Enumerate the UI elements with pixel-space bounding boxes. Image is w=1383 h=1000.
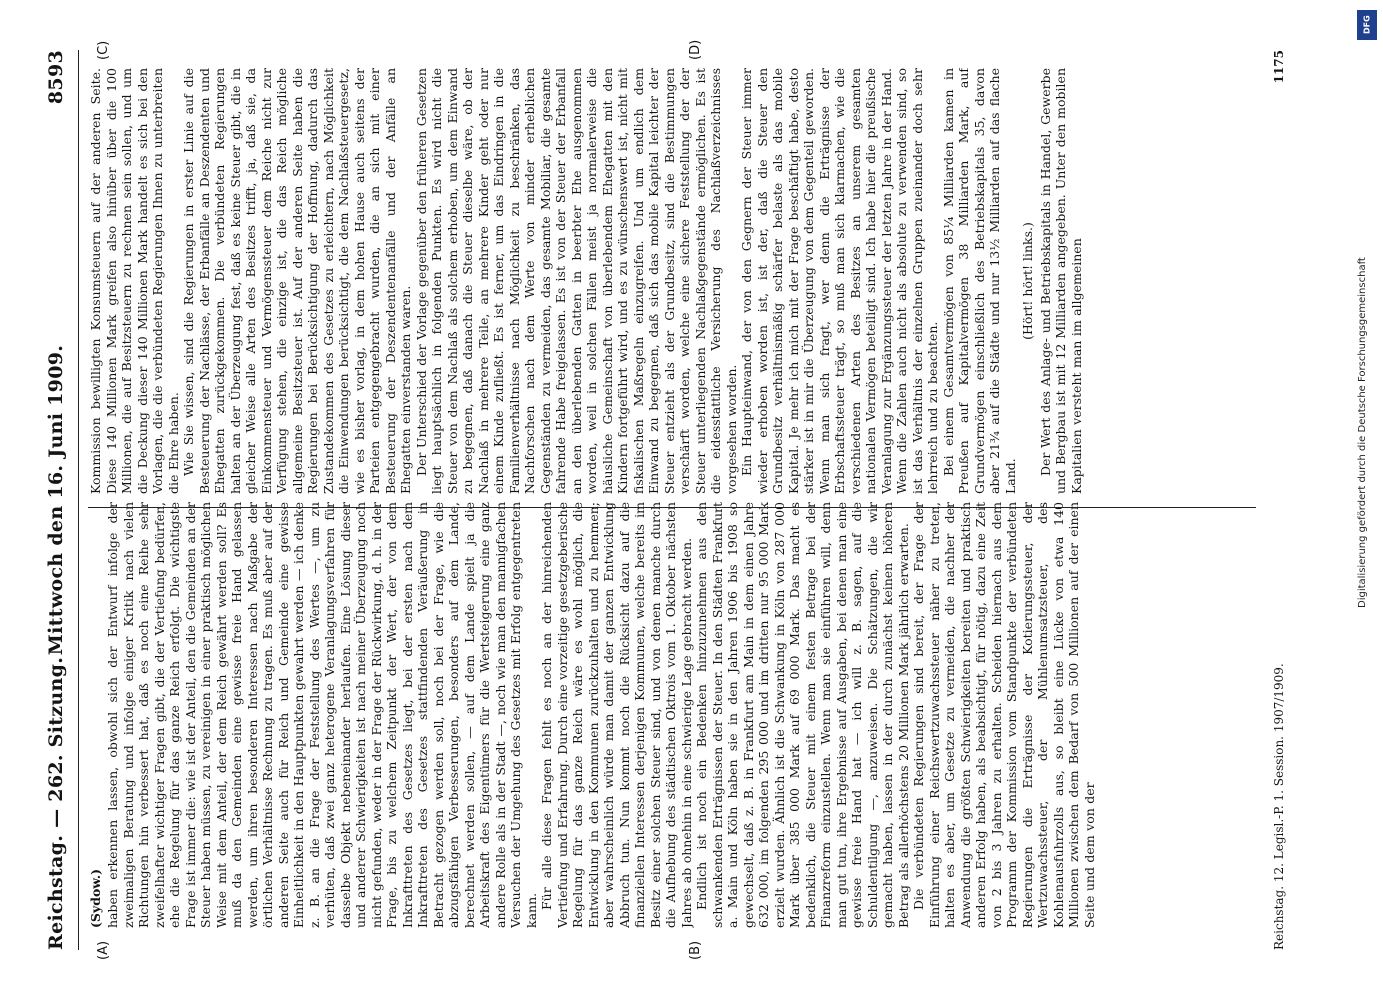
paragraph: Kommission bewilligten Konsumsteuern auf der anderen Seite. Diese 140 Millionen Mark greifen also hinüber über die 100 Millionen, die auf Besitzsteuern zu rechnen sein sollen, und um die Deckung dieser 140 Millionen Mark handelt es sich bei den Vorlagen, die die verbündeten Regierungen Ihnen zu unterbreiten die Ehre haben. <box>88 68 181 494</box>
paragraph: Die verbündeten Regierungen sind bereit, der Frage der Einführung einer Reichswertzuwachssteuer näher zu treten, halten es aber, um Gesetze zu vermeiden, die nachher der Anwendung die größten Schwierigkeiten bereiten und praktisch anderen Erfolg haben, als beabsichtigt, für nötig, dazu eine Zeit von 2 bis 3 Jahren zu erhalten. Scheiden hiernach aus dem Programm der Kommission vom Standpunkte der verbündeten Regierungen die Erträgnisse der Kotierungssteuer, der Wertzuwachssteuer, der Mühlenumsatzsteuer, des Kohlenausfuhrzolls aus, so bleibt eine Lücke von etwa 140 Millionen zwischen dem Bedarf von 500 Millionen auf der einen Seite und dem von der <box>911 502 1097 928</box>
paragraph: Der Unterschied der Vorlage gegenüber den früheren Gesetzen liegt hauptsächlich in folgenden Punkten. Es wird nicht die Steuer von dem Nachlaß als solchem erhoben, um dem Einwand zu begegnen, daß danach die Steuer dieselbe wäre, ob der Nachlaß in mehrere Teile, an mehrere Kinder geht oder nur einem Kinde zufließt. Es ist ferner, um das Eindringen in die Familienverhältnisse nach Möglichkeit zu beschränken, das Nachforschen nach dem Werte von minder erheblichen Gegenständen zu vermeiden, das gesamte Mobiliar, die gesamte fahrende Habe freigelassen. Es ist von der Steuer der Erbanfall an den überlebenden Gatten in beerbter Ehe ausgenommen worden, weil in solchen Fällen meist ja normalerweise die häusliche Gemeinschaft von überlebendem Ehegatten mit den Kindern fortgeführt wird, und es zu wünschenswert ist, nicht mit fiskalischen Maßregeln einzugreifen. Und um endlich dem Einwand zu begegnen, daß sich das mobile Kapital leichter der Steuer entzieht als der Grundbesitz, sind die Bestimmungen verschärft worden, welche eine sichere Feststellung der der Steuer unterliegenden Nachlaßgegenstände ermöglichen. Es ist die eidesstattliche Versicherung des Nachlaßverzeichnisses vorgesehen worden. <box>413 68 739 494</box>
page-footer <box>1272 50 1294 950</box>
paragraph: Ein Haupteinwand, der von den Gegnern der Steuer immer wieder erhoben worden ist, ist der, daß die Steuer den Grundbesitz verhältnismäßig schärfer belaste als das mobile Kapital. Je mehr ich mich mit der Frage beschäftigt habe, desto stärker ist in mir die Überzeugung von dem Gegenteil geworden. Wenn man sich fragt, wer denn die Erträgnisse der Erbschaftssteuer trägt, so muß man sich klarmachen, wie die verschiedenen Arten des Besitzes an unserem gesamten nationalen Vermögen beteiligt sind. Ich habe hier die preußische Veranlagung zur Ergänzungssteuer der letzten Jahre in der Hand. Wenn die Zahlen auch nicht als absolute zu verwenden sind, so ist das Verhältnis der einzelnen Gruppen zueinander doch sehr lehrreich und zu beachten. <box>739 68 940 494</box>
margin-mark-c: (C) <box>96 40 111 60</box>
footer-legislature: Reichstag. 12. Legisl.-P. 1. Session. 1907/1909. <box>1272 663 1286 950</box>
footer-sheet-number: 1175 <box>1272 50 1286 84</box>
digitization-credit: Digitalisierung gefördert durch die Deutsche Forschungsgemeinschaft <box>1357 257 1368 608</box>
margin-mark-d: (D) <box>688 39 703 60</box>
paragraph: Wie Sie wissen, sind die Regierungen in erster Linie auf die Besteuerung der Nachlässe, der Erbanfälle an Deszendenten und Ehegatten zurückgekommen. Die verbündeten Regierungen halten an der Überzeugung fest, daß es keine Steuer gibt, die in gleicher Weise alle Arten des Besitzes trifft, ja, daß sie, da Einkommensteuer und Vermögenssteuer dem Reiche nicht zur Verfügung stehen, die einzige ist, die das Reich mögliche allgemeine Besitzsteuer ist. Auf der anderen Seite haben die Regierungen bei Berücksichtigung der Hoffnung, dadurch das Zustandekommen des Gesetzes zu erleichtern, nach Möglichkeit die Einwendungen berücksichtigt, die dem Nachlaßsteuergesetz, wie es bisher vorlag, in dem hohen Hause auch seitens der Parteien entgegengebracht wurden, die an sich mit einer Besteuerung der Deszendentenanfälle und der Anfälle an Ehegatten einverstanden waren. <box>181 68 413 494</box>
right-column <box>88 68 1258 494</box>
interjection: (Hört! hört! links.) <box>1020 222 1035 340</box>
paragraph: Der Wert des Anlage- und Betriebskapitals in Handel, Gewerbe und Bergbau ist mit 12 Milliarden angegeben. Unter den mobilen Kapitalien versteht man im allgemeinen <box>1037 68 1084 494</box>
paragraph: Bei einem Gesamtvermögen von 85¼ Milliarden kamen in Preußen auf Kapitalvermögen 38 Milliarden Mark, auf Grundvermögen einschließlich des Betriebskapitals 35, davon aber 21¾ auf die Städte und nur 13½ Milliarden auf das flache Land. <box>940 68 1018 494</box>
header-rule <box>78 50 79 950</box>
paragraph: haben erkennen lassen, obwohl sich der Entwurf infolge der zweimaligen Beratung und infolge einiger Kritik nach vielen Richtungen hin verbessert hat, daß es noch eine Reihe sehr zweifelhafter wichtiger Fragen gibt, die der Vertiefung bedürfen, ehe die Regelung für das ganze Reich erfolgt. Die wichtigste Frage ist immer die: wie ist der Anteil, den die Gemeinden an der Steuer haben müssen, zu vereinigen in einer praktisch möglichen Weise mit dem Anteil, der dem Reich gewährt werden soll? Es muß da den Gemeinden eine gewisse freie Hand gelassen werden, um ihren besonderen Interessen nach Maßgabe der örtlichen Verhältnisse Rechnung zu tragen. Es muß aber auf der anderen Seite auch für Reich und Gemeinde eine gewisse Einheitlichkeit in den Hauptpunkten gewahrt werden — ich denke z. B. an die Frage der Feststellung des Wertes —, um zu verhüten, daß zwei ganz heterogene Veranlagungsverfahren für dasselbe Objekt nebeneinander herlaufen. Eine Lösung dieser und anderer Schwierigkeiten ist nach meiner Überzeugung noch nicht gefunden, weder in der Frage der Rückwirkung, d. h. in der Frage, bis zu welchem Zeitpunkt der Wert, der von dem Inkrafttreten des Gesetzes liegt, bei der ersten nach dem Inkrafttreten des Gesetzes stattfindenden Veräußerung in Betracht gezogen werden soll, noch bei der Frage, wie die abzugsfähigen Verbesserungen, besonders auf dem Lande, berechnet werden sollen, — auf dem Lande spielt ja die Arbeitskraft des Eigentümers für die Wertsteigerung eine ganz andere Rolle als in der Stadt —, noch wie man den mannigfachen Versuchen der Umgehung des Gesetzes mit Erfolg entgegentreten kann. <box>105 502 539 928</box>
speaker-name: (Sydow.) <box>88 868 103 928</box>
paragraph: Endlich ist noch ein Bedenken hinzuzunehmen aus den schwankenden Erträgnissen der Steuer. In den Städten Frankfurt a. Main und Köln haben sie in den Jahren 1906 bis 1908 so gewechselt, daß z. B. in Frankfurt am Main in dem einen Jahre 632 000, im folgenden 295 000 und im dritten nur 95 000 Mark erzielt wurden. Ähnlich ist die Schwankung in Köln von 287 000 Mark über 385 000 Mark auf 69 000 Mark. Das macht es bedenklich, die Steuer mit einem festen Betrage bei der Finanzreform einzustellen. Wenn man sie einführen will, denn man gut tun, ihre Ergebnisse auf Ausgaben, bei denen man eine gewisse freie Hand hat — ich will z. B. sagen, auf die Schuldentilgung —, anzuweisen. Die Schätzungen, die wir gemacht haben, lassen in der durch zunächst keinen höheren Betrag als allerhöchstens 20 Millionen Mark jährlich erwarten. <box>694 502 911 928</box>
header-session: Reichstag. — 262. Sitzung. <box>45 656 67 950</box>
header-date: Mittwoch den 16. Juni 1909. <box>45 344 67 656</box>
left-column <box>88 502 1258 928</box>
dfg-logo: DFG <box>1357 10 1377 40</box>
paragraph: Für alle diese Fragen fehlt es noch an der hinreichenden Vertiefung und Erfahrung. Durch eine vorzeitige gesetzgeberische Regelung für das ganze Reich wäre es wohl möglich, die Entwicklung in den Kommunen zurückzuhalten und zu hemmen; aber wahrscheinlich würde man damit der ganzen Entwicklung Abbruch tun. Nun kommt noch die Rücksicht dazu auf die finanziellen Interessen derjenigen Kommunen, welche bereits im Besitz einer solchen Steuer sind, und von denen manche durch die Aufhebung des städtischen Oktrois vom 1. Oktober nächsten Jahres ab ohnehin in eine schwierige Lage gebracht werden. <box>539 502 694 928</box>
margin-mark-a: (A) <box>96 940 111 960</box>
column-divider <box>88 507 1256 508</box>
page-header <box>45 50 75 950</box>
header-page-number: 8593 <box>45 50 67 105</box>
margin-mark-b: (B) <box>688 940 703 960</box>
